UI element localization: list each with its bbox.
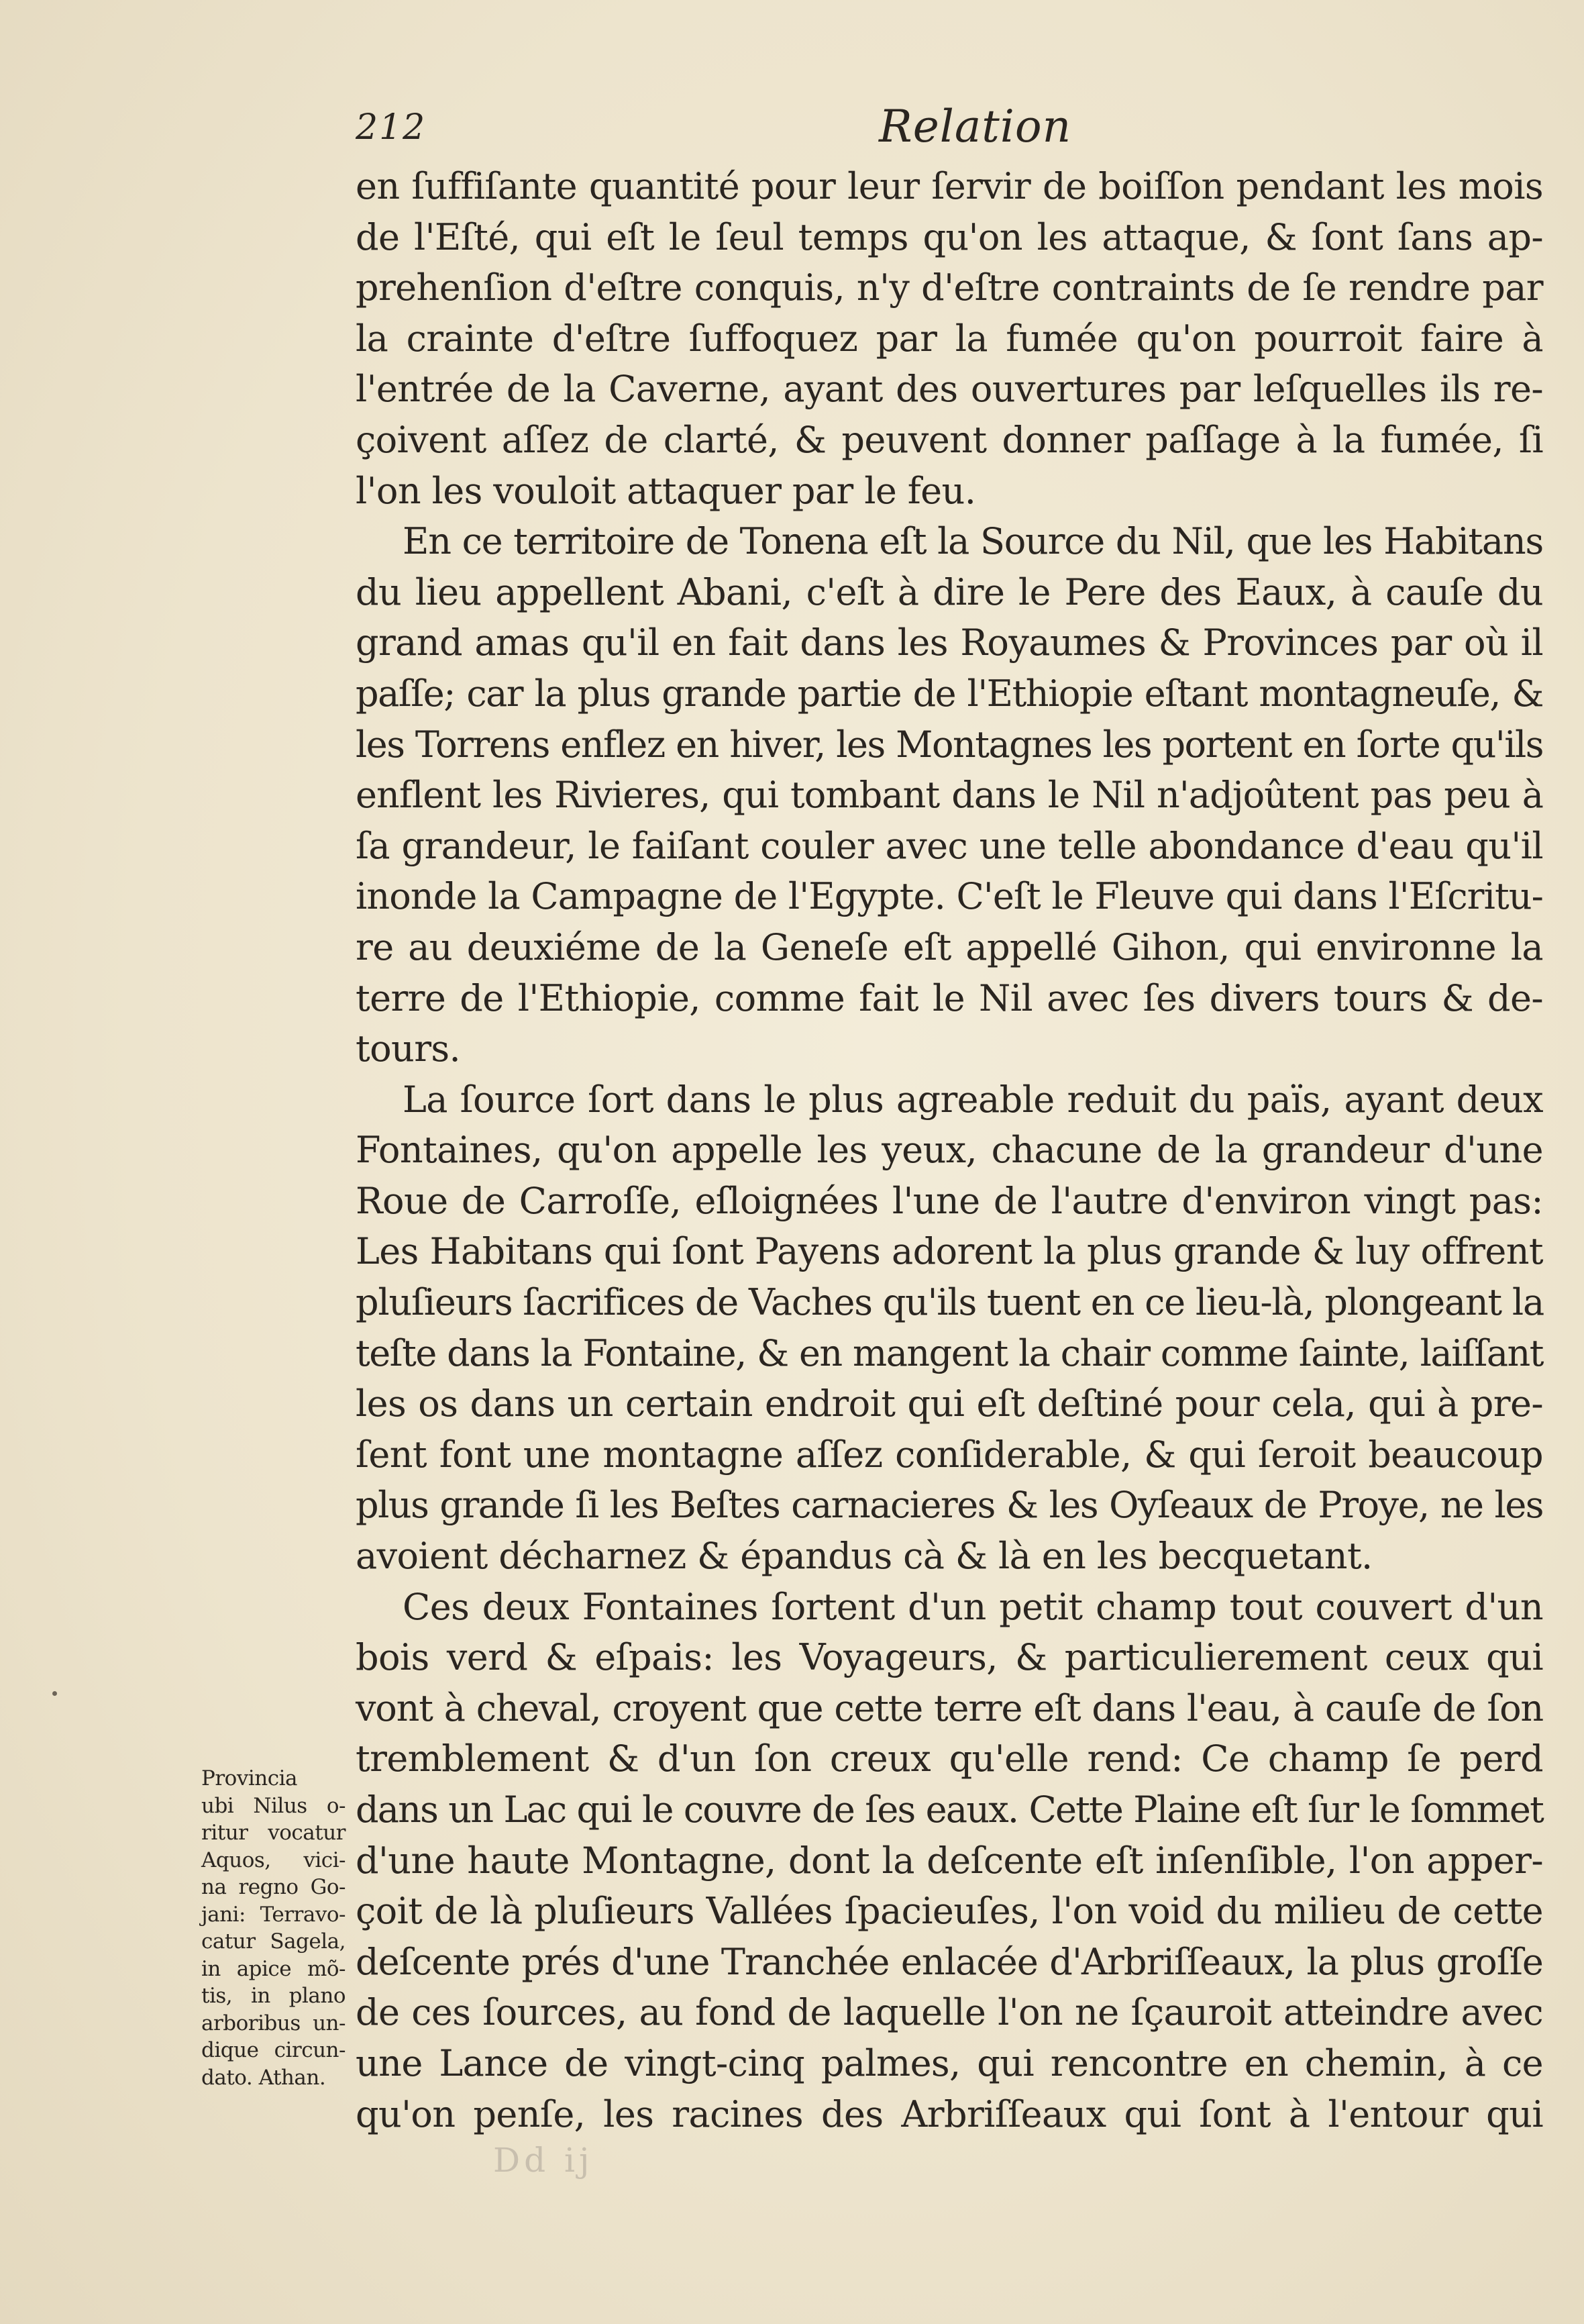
text-line: çoivent aſſez de clarté, & peuvent donner paſſage à la fumée, ſi (356, 418, 1543, 461)
text-line: ſent font une montagne aſſez conſiderable, & qui ſeroit beaucoup (356, 1433, 1543, 1476)
text-line: avoient décharnez & épandus cà & là en les becquetant. (356, 1535, 1373, 1578)
margin-note-line: dato. Athan. (201, 2065, 326, 2090)
text-line: deſcente prés d'une Tranchée enlacée d'Arbriſſeaux, la plus groſſe (356, 1940, 1543, 1983)
margin-note-line: tis, in plano (201, 1984, 346, 2008)
running-head: Relation (879, 101, 1072, 152)
page-number: 212 (356, 107, 427, 148)
ink-speck (52, 1691, 57, 1696)
text-line: pluſieurs ſacrifices de Vaches qu'ils tuent en ce lieu-là, plongeant la (356, 1281, 1544, 1324)
margin-note-line: Provincia (201, 1766, 297, 1790)
body-text (356, 161, 1543, 2139)
text-line: les os dans un certain endroit qui eſt deſtiné pour cela, qui à pre- (356, 1382, 1543, 1425)
text-line: plus grande ſi les Beſtes carnacieres & les Oyſeaux de Proye, ne les (356, 1484, 1543, 1527)
margin-note (201, 1765, 346, 2091)
margin-note-line: arboribus un- (201, 2011, 346, 2035)
text-line: une Lance de vingt-cinq palmes, qui rencontre en chemin, à ce (356, 2041, 1543, 2084)
text-line: vont à cheval, croyent que cette terre eſt dans l'eau, à cauſe de ſon (356, 1686, 1543, 1729)
page-header (356, 101, 1550, 161)
margin-note-line: ritur vocatur (201, 1821, 346, 1845)
text-line: tours. (356, 1027, 461, 1070)
text-line: terre de l'Ethiopie, comme fait le Nil avec ſes divers tours & de- (356, 976, 1543, 1019)
margin-note-line: dique circun- (201, 2038, 346, 2062)
text-line: du lieu appellent Abani, c'eſt à dire le Pere des Eaux, à cauſe du (356, 570, 1543, 613)
margin-note-line: Aquos, vici- (201, 1848, 346, 1872)
margin-note-line: in apice mõ- (201, 1956, 346, 1981)
text-line: ſa grandeur, le faiſant couler avec une telle abondance d'eau qu'il (356, 824, 1543, 867)
text-line: de ces ſources, au fond de laquelle l'on ne ſçauroit atteindre avec (356, 1991, 1543, 2034)
text-line: qu'on penſe, les racines des Arbriſſeaux qui ſont à l'entour qui (356, 2092, 1543, 2135)
signature-mark: Dd ij (493, 2141, 594, 2180)
paragraph-start: En ce territoire de Tonena eſt la Source du Nil, que les Habitans (403, 520, 1543, 563)
text-line: inonde la Campagne de l'Egypte. C'eſt le Fleuve qui dans l'Eſcritu- (356, 875, 1543, 918)
margin-note-line: jani: Terravo- (201, 1902, 346, 1927)
text-line: l'on les vouloit attaquer par le feu. (356, 469, 976, 512)
text-line: çoit de là pluſieurs Vallées ſpacieuſes, l'on void du milieu de cette (356, 1890, 1543, 1933)
text-line: paſſe; car la plus grande partie de l'Ethiopie eſtant montagneuſe, & (356, 672, 1543, 715)
text-line: bois verd & eſpais: les Voyageurs, & particulierement ceux qui (356, 1636, 1543, 1679)
text-line: dans un Lac qui le couvre de ſes eaux. Cette Plaine eſt ſur le ſommet (356, 1788, 1543, 1831)
text-line: l'entrée de la Caverne, ayant des ouvertures par leſquelles ils re- (356, 368, 1543, 411)
text-line: Les Habitans qui ſont Payens adorent la plus grande & luy offrent (356, 1230, 1543, 1273)
paragraph-start: Ces deux Fontaines ſortent d'un petit champ tout couvert d'un (403, 1585, 1543, 1628)
text-line: enflent les Rivieres, qui tombant dans le Nil n'adjoûtent pas peu à (356, 774, 1543, 817)
text-line: la crainte d'eſtre ſuffoquez par la fumée qu'on pourroit faire à (356, 317, 1543, 360)
text-line: de l'Eſté, qui eſt le ſeul temps qu'on les attaque, & ſont ſans ap- (356, 215, 1543, 258)
margin-note-line: na regno Go- (201, 1875, 346, 1899)
text-line: Fontaines, qu'on appelle les yeux, chacune de la grandeur d'une (356, 1129, 1543, 1172)
text-line: prehenſion d'eſtre conquis, n'y d'eſtre contraints de ſe rendre par (356, 266, 1543, 309)
text-line: Roue de Carroſſe, eſloignées l'une de l'autre d'environ vingt pas: (356, 1179, 1543, 1222)
text-line: grand amas qu'il en fait dans les Royaumes & Provinces par où il (356, 621, 1543, 664)
text-line: re au deuxiéme de la Geneſe eſt appellé Gihon, qui environne la (356, 925, 1543, 968)
paragraph-start: La ſource ſort dans le plus agreable reduit du païs, ayant deux (403, 1078, 1543, 1121)
text-line: en ſuffiſante quantité pour leur ſervir de boiſſon pendant les mois (356, 165, 1543, 207)
margin-note-line: catur Sagela, (201, 1929, 346, 1954)
text-line: teſte dans la Fontaine, & en mangent la chair comme ſainte, laiſſant (356, 1331, 1543, 1374)
text-line: d'une haute Montagne, dont la deſcente eſt inſenſible, l'on apper- (356, 1839, 1543, 1882)
text-line: les Torrens enflez en hiver, les Montagnes les portent en ſorte qu'ils (356, 723, 1543, 766)
text-line: tremblement & d'un ſon creux qu'elle rend: Ce champ ſe perd (356, 1737, 1543, 1780)
margin-note-line: ubi Nilus o- (201, 1793, 346, 1818)
